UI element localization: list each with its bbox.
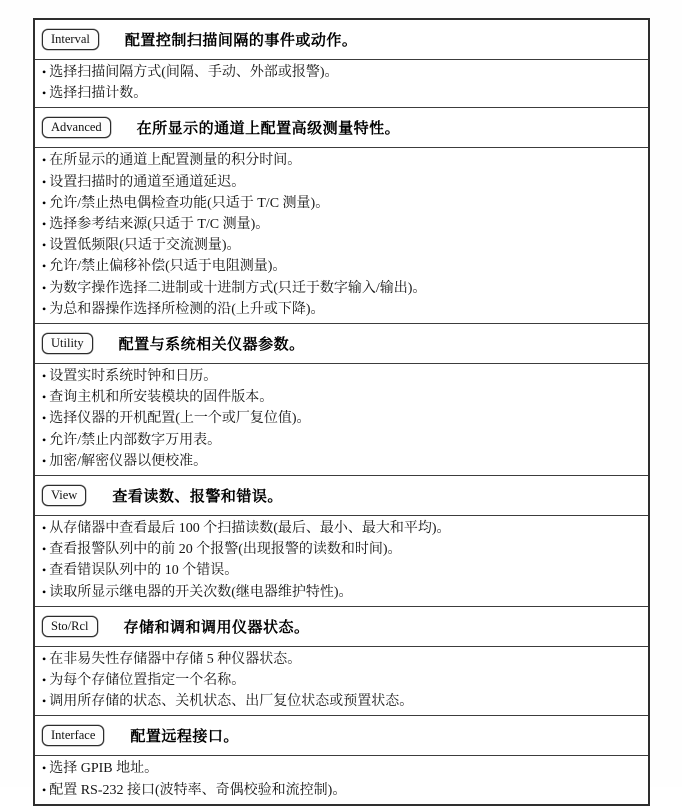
bullet-icon: • [42,65,47,79]
feature-summary-table [33,18,650,806]
bullet-icon: • [42,411,47,426]
bullet-icon: • [42,238,47,253]
bullet-icon: • [42,584,47,599]
bullet-item-text: 配置 RS-232 接口(波特率、奇偶校验和流控制)。 [49,782,347,798]
bullet-item [42,582,642,603]
bullet-item [42,430,642,451]
bullet-icon: • [42,453,47,468]
front-panel-key-button: View [42,485,86,506]
front-panel-key-button: Utility [42,333,93,354]
bullet-icon: • [42,217,47,232]
bullet-icon: • [42,694,47,709]
bullet-item-text: 设置实时系统时钟和日历。 [49,369,218,385]
bullet-item [42,387,642,408]
bullet-item [42,780,642,801]
bullet-icon: • [42,86,47,101]
manual-section-advanced [35,107,648,323]
bullet-item-text: 选择参考结来源(只适于 T/C 测量)。 [49,217,270,233]
bullet-icon: • [42,521,47,536]
front-panel-key-button: Interface [42,725,104,746]
manual-section-view [35,475,648,606]
front-panel-key-button: Sto/Rcl [42,616,98,637]
bullet-item-text: 选择扫描计数。 [49,86,148,102]
bullet-item [42,172,642,193]
bullet-item [42,408,642,429]
bullet-item [42,560,642,581]
bullet-item [42,649,642,670]
bullet-item [42,670,642,691]
bullet-icon: • [42,369,47,384]
bullet-item-text: 读取所显示继电器的开关次数(继电器维护特性)。 [49,584,353,600]
bullet-item-text: 选择扫描间隔方式(间隔、手动、外部或报警)。 [49,65,339,80]
bullet-item [42,518,642,539]
bullet-icon: • [42,563,47,578]
bullet-item-text: 查看报警队列中的前 20 个报警(出现报警的读数和时间)。 [49,542,402,558]
bullet-icon: • [42,390,47,405]
bullet-item [42,366,642,387]
section-heading: 查看读数、报警和错误。 [112,489,283,506]
section-bullet-list [35,756,648,803]
bullet-item-text: 为数字操作选择二进制或十进制方式(只迁于数字输入/输出)。 [49,280,427,296]
section-bullet-list [35,60,648,107]
bullet-icon: • [42,782,47,797]
bullet-item [42,256,642,277]
front-panel-key-button: Interval [42,29,99,50]
section-bullet-list [35,364,648,475]
bullet-item [42,299,642,320]
bullet-icon: • [42,651,47,666]
section-bullet-list [35,647,648,716]
bullet-item [42,278,642,299]
section-header-row [35,324,648,364]
manual-section-sto-rcl [35,606,648,716]
bullet-item [42,150,642,171]
bullet-icon: • [42,673,47,688]
bullet-icon: • [42,259,47,274]
front-panel-key-button: Advanced [42,117,111,138]
bullet-item [42,235,642,256]
bullet-item-text: 为总和器操作选择所检测的沿(上升或下降)。 [49,301,325,317]
section-header-row [35,716,648,756]
bullet-item [42,691,642,712]
bullet-icon: • [42,301,47,316]
bullet-item [42,758,642,779]
section-heading: 存储和调和调用仪器状态。 [123,619,310,636]
bullet-item-text: 在所显示的通道上配置测量的积分时间。 [49,153,302,169]
section-header-row [35,108,648,148]
manual-section-utility [35,323,648,475]
bullet-item-text: 为每个存储位置指定一个名称。 [49,673,246,689]
bullet-item-text: 选择仪器的开机配置(上一个或厂复位值)。 [49,411,311,427]
bullet-icon: • [42,280,47,295]
bullet-item-text: 查看错误队列中的 10 个错误。 [49,563,239,579]
bullet-item-text: 从存储器中查看最后 100 个扫描读数(最后、最小、最大和平均)。 [49,521,451,537]
bullet-icon: • [42,195,47,210]
bullet-item [42,451,642,472]
manual-section-interface [35,715,648,803]
bullet-item [42,62,642,83]
bullet-icon: • [42,174,47,189]
section-header-row [35,476,648,516]
bullet-item-text: 设置扫描时的通道至通道延迟。 [49,174,246,190]
bullet-item [42,539,642,560]
section-bullet-list [35,516,648,606]
bullet-item-text: 在非易失性存储器中存储 5 种仪器状态。 [49,651,302,667]
bullet-item-text: 加密/解密仪器以便校准。 [49,453,208,469]
section-heading: 在所显示的通道上配置高级测量特性。 [136,121,401,138]
bullet-item [42,193,642,214]
manual-section-interval [35,20,648,107]
bullet-item-text: 查询主机和所安装模块的固件版本。 [49,390,274,406]
section-heading: 配置远程接口。 [130,729,239,746]
bullet-item-text: 调用所存储的状态、关机状态、出厂复位状态或预置状态。 [49,694,414,710]
bullet-item-text: 允许/禁止热电偶检查功能(只适于 T/C 测量)。 [49,195,330,211]
bullet-item [42,83,642,104]
bullet-item-text: 允许/禁止内部数字万用表。 [49,432,222,448]
bullet-icon: • [42,153,47,168]
bullet-item [42,214,642,235]
section-bullet-list [35,148,648,323]
bullet-icon: • [42,432,47,447]
bullet-icon: • [42,761,47,776]
bullet-item-text: 选择 GPIB 地址。 [49,761,159,777]
bullet-icon: • [42,542,47,557]
section-heading: 配置控制扫描间隔的事件或动作。 [124,33,358,49]
section-header-row [35,607,648,647]
section-heading: 配置与系统相关仪器参数。 [118,337,305,354]
bullet-item-text: 允许/禁止偏移补偿(只适于电阻测量)。 [49,259,287,275]
section-header-row [35,20,648,60]
bullet-item-text: 设置低频限(只适于交流测量)。 [49,238,241,254]
